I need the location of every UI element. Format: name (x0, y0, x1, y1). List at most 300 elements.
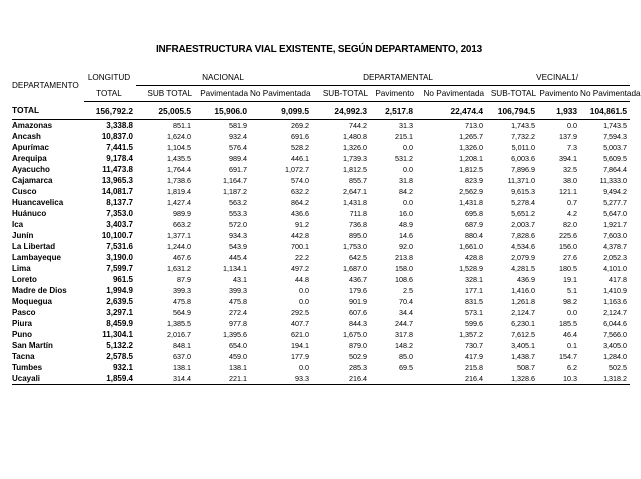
table-cell: 417.9 (465, 352, 484, 361)
table-cell: 2,124.7 (603, 308, 628, 317)
table-cell: 221.1 (194, 373, 250, 385)
table-cell: 43.1 (233, 275, 247, 284)
header-dep-subtotal: SUB-TOTAL (312, 86, 370, 102)
longitud-total-cell: 2,578.5 (106, 352, 133, 361)
header-nac-no-pavimentada: No Pavimentada (250, 86, 312, 102)
table-cell: 744.2 (349, 121, 368, 130)
table-cell: 1,528.9 (459, 264, 484, 273)
table-cell: 69.5 (399, 363, 414, 372)
table-cell: 475.8 (229, 297, 247, 306)
table-cell: 901.9 (349, 297, 368, 306)
table-cell: 446.1 (291, 154, 310, 163)
table-cell: 108.6 (395, 275, 414, 284)
table-cell: 7,594.3 (603, 132, 628, 141)
table-cell: 1,134.1 (223, 264, 247, 273)
table-cell: 502.5 (609, 363, 628, 372)
total-cell: 22,474.4 (416, 102, 486, 120)
table-cell: 317.8 (395, 330, 414, 339)
table-cell: 844.3 (349, 319, 368, 328)
table-cell: 121.1 (559, 187, 578, 196)
table-cell: 179.6 (349, 286, 368, 295)
department-name: Puno (12, 330, 32, 339)
table-cell: 573.1 (465, 308, 484, 317)
table-row (12, 274, 630, 285)
table-cell: 1,326.0 (343, 143, 368, 152)
department-name: Huancavelica (12, 198, 64, 207)
table-cell: 138.1 (173, 363, 191, 372)
table-cell: 44.8 (295, 275, 310, 284)
table-cell: 5,277.7 (603, 198, 628, 207)
table-cell: 10.3 (538, 373, 580, 385)
table-cell: 180.5 (559, 264, 578, 273)
table-cell: 154.7 (559, 352, 578, 361)
table-cell: 244.7 (395, 319, 414, 328)
table-cell: 5,647.0 (603, 209, 628, 218)
total-cell: 106,794.5 (486, 102, 538, 120)
table-cell: 7,566.0 (603, 330, 628, 339)
longitud-total-cell: 11,304.1 (102, 330, 133, 339)
table-cell: 137.9 (559, 132, 578, 141)
table-cell: 0.0 (567, 308, 578, 317)
table-row (12, 142, 630, 153)
longitud-total-cell: 7,531.6 (106, 242, 133, 251)
table-cell: 399.3 (229, 286, 247, 295)
table-cell: 0.0 (403, 198, 414, 207)
table-cell: 70.4 (399, 297, 414, 306)
table-cell: 314.4 (136, 373, 194, 385)
table-cell: 632.2 (291, 187, 310, 196)
longitud-total-cell: 8,137.7 (106, 198, 133, 207)
longitud-total-cell: 932.1 (112, 363, 133, 372)
table-cell: 428.8 (465, 253, 484, 262)
table-row (12, 285, 630, 296)
table-cell: 1,687.0 (343, 264, 368, 273)
table-cell: 572.0 (229, 220, 247, 229)
table-cell: 1,265.7 (459, 132, 484, 141)
longitud-total-cell: 3,190.0 (106, 253, 133, 262)
table-cell: 1,261.8 (511, 297, 536, 306)
table-cell: 5,609.5 (603, 154, 628, 163)
longitud-total-cell: 2,639.5 (106, 297, 133, 306)
table-cell: 2.5 (403, 286, 414, 295)
table-cell: 92.0 (399, 242, 414, 251)
total-label: TOTAL (12, 102, 84, 120)
table-cell: 2,003.7 (511, 220, 536, 229)
table-cell: 553.3 (229, 209, 247, 218)
table-cell: 2,016.7 (167, 330, 191, 339)
table-cell: 1,072.7 (285, 165, 310, 174)
table-cell: 32.5 (563, 165, 578, 174)
table-row (12, 296, 630, 307)
table-cell: 138.1 (229, 363, 247, 372)
table-cell: 730.7 (465, 341, 484, 350)
table-cell: 528.2 (291, 143, 310, 152)
table-cell: 459.0 (229, 352, 247, 361)
table-cell: 7,603.0 (603, 231, 628, 240)
table-cell: 442.8 (291, 231, 310, 240)
table-cell: 7.3 (567, 143, 578, 152)
total-cell: 156,792.2 (84, 102, 136, 120)
table-cell: 848.1 (173, 341, 191, 350)
department-name: Junín (12, 231, 34, 240)
longitud-total-cell: 8,459.9 (106, 319, 133, 328)
table-cell: 1,812.5 (459, 165, 484, 174)
department-name: Ica (12, 220, 24, 229)
table-cell: 407.7 (291, 319, 310, 328)
table-cell: 417.8 (609, 275, 628, 284)
table-cell: 48.9 (399, 220, 414, 229)
department-name: Loreto (12, 275, 37, 284)
table-cell: 4,534.6 (511, 242, 536, 251)
longitud-total-cell: 14,081.7 (101, 187, 133, 196)
table-cell: 7,896.9 (511, 165, 536, 174)
table-cell: 22.2 (295, 253, 310, 262)
table-cell: 9,615.3 (511, 187, 536, 196)
table-row (12, 362, 630, 373)
header-vec-no-pavimentada: No Pavimentada (580, 86, 630, 102)
table-cell: 213.8 (395, 253, 414, 262)
table-title: INFRAESTRUCTURA VIAL EXISTENTE, SEGÚN DEPARTAMENTO, 2013 (155, 44, 483, 55)
table-cell: 663.2 (173, 220, 191, 229)
header-nac-pavimentada: Pavimentada (194, 86, 250, 102)
table-cell: 642.5 (349, 253, 368, 262)
table-cell: 1,743.5 (603, 121, 628, 130)
table-cell: 6.2 (567, 363, 578, 372)
department-name: Lambayeque (12, 253, 61, 262)
department-name: Lima (12, 264, 31, 273)
table-cell: 6,003.6 (511, 154, 536, 163)
table-cell: 158.0 (395, 264, 414, 273)
header-nacional: NACIONAL (136, 70, 312, 86)
table-row (12, 340, 630, 351)
table-row (12, 175, 630, 186)
table-cell: 1,624.0 (167, 132, 191, 141)
table-cell: 1,416.0 (511, 286, 536, 295)
table-cell: 216.4 (312, 373, 370, 385)
longitud-total-cell: 7,599.7 (106, 264, 133, 273)
table-cell: 895.0 (349, 231, 368, 240)
table-cell: 0.7 (567, 198, 578, 207)
table-cell: 16.0 (399, 209, 414, 218)
table-cell: 497.2 (291, 264, 310, 273)
table-cell: 85.0 (399, 352, 414, 361)
table-cell: 1,385.5 (167, 319, 191, 328)
table-cell: 989.9 (173, 209, 191, 218)
table-cell: 216.4 (416, 373, 486, 385)
table-cell: 1,480.8 (343, 132, 368, 141)
table-cell: 4,281.5 (511, 264, 536, 273)
table-cell: 1,377.1 (167, 231, 191, 240)
department-name: Huánuco (12, 209, 47, 218)
table-cell: 823.9 (465, 176, 484, 185)
table-cell: 1,427.4 (167, 198, 191, 207)
table-cell: 1,764.4 (167, 165, 191, 174)
table-row (12, 153, 630, 164)
table-cell: 272.4 (229, 308, 247, 317)
table-cell: 91.2 (295, 220, 310, 229)
table-row (12, 373, 630, 385)
total-cell: 1,933 (538, 102, 580, 120)
table-cell: 148.2 (395, 341, 414, 350)
table-cell: 475.8 (173, 297, 191, 306)
table-cell: 7,864.4 (603, 165, 628, 174)
department-name: Tumbes (12, 363, 43, 372)
table-cell: 1,357.2 (459, 330, 484, 339)
table-cell: 2,052.3 (603, 253, 628, 262)
header-total: TOTAL (84, 86, 136, 102)
table-cell: 1,104.5 (167, 143, 191, 152)
table-cell: 328.1 (465, 275, 484, 284)
table-cell: 82.0 (563, 220, 578, 229)
table-cell: 4,378.7 (603, 242, 628, 251)
longitud-total-cell: 10,837.0 (101, 132, 133, 141)
header-vec-subtotal: SUB-TOTAL (486, 86, 538, 102)
table-cell: 5,278.4 (511, 198, 536, 207)
department-name: La Libertad (12, 242, 56, 251)
table-cell: 711.8 (349, 209, 368, 218)
total-cell: 104,861.5 (580, 102, 630, 120)
table-cell: 0.0 (567, 121, 578, 130)
table-cell: 467.6 (173, 253, 191, 262)
longitud-total-cell: 1,859.4 (84, 373, 136, 385)
table-cell: 855.7 (349, 176, 368, 185)
table-cell: 1,812.5 (343, 165, 368, 174)
longitud-total-cell: 3,297.1 (106, 308, 133, 317)
department-name: Cusco (12, 187, 37, 196)
table-cell: 436.9 (517, 275, 536, 284)
total-cell: 25,005.5 (136, 102, 194, 120)
table-cell: 2,647.1 (343, 187, 368, 196)
table-cell: 1,738.6 (167, 176, 191, 185)
table-cell: 5.1 (567, 286, 578, 295)
table-cell: 269.2 (291, 121, 310, 130)
longitud-total-cell: 13,965.3 (101, 176, 133, 185)
table-row (12, 208, 630, 219)
department-name: Madre de Dios (12, 286, 67, 295)
table-cell: 531.2 (395, 154, 414, 163)
table-row (12, 197, 630, 208)
table-cell: 977.8 (229, 319, 247, 328)
table-cell: 3,405.1 (511, 341, 536, 350)
table-row (12, 318, 630, 329)
longitud-total-cell: 7,441.5 (106, 143, 133, 152)
table-cell: 19.1 (563, 275, 578, 284)
table-cell: 2,562.9 (459, 187, 484, 196)
table-cell: 436.6 (291, 209, 310, 218)
table-cell: 713.0 (465, 121, 484, 130)
table-cell: 691.7 (229, 165, 247, 174)
table-cell: 215.1 (395, 132, 414, 141)
table-cell: 185.5 (559, 319, 578, 328)
table-cell: 11,333.0 (599, 176, 628, 185)
table-cell: 34.4 (399, 308, 414, 317)
department-name: Cajamarca (12, 176, 53, 185)
header-vec-pavimento: Pavimento (538, 86, 580, 102)
table-cell: 1,328.6 (486, 373, 538, 385)
table-row (12, 241, 630, 252)
header-dep-pavimento: Pavimento (370, 86, 416, 102)
table-cell: 736.8 (349, 220, 368, 229)
table-cell: 1,661.0 (459, 242, 484, 251)
table-cell: 1,631.2 (167, 264, 191, 273)
table-cell: 31.8 (399, 176, 414, 185)
table-cell: 879.0 (349, 341, 368, 350)
table-cell: 0.0 (299, 297, 310, 306)
department-name: Moquegua (12, 297, 52, 306)
table-cell: 31.3 (399, 121, 414, 130)
table-cell: 599.6 (465, 319, 484, 328)
table-cell: 574.0 (291, 176, 310, 185)
header-dep-no-pavimentada: No Pavimentada (416, 86, 486, 102)
table-row (12, 219, 630, 230)
table-cell: 1,739.3 (343, 154, 368, 163)
table-cell: 0.0 (403, 143, 414, 152)
header-nac-subtotal: SUB TOTAL (136, 86, 194, 102)
table-cell: 1,208.1 (459, 154, 484, 163)
table-cell: 1,244.0 (167, 242, 191, 251)
table-cell: 637.0 (173, 352, 191, 361)
table-row (12, 307, 630, 318)
table-cell: 576.4 (229, 143, 247, 152)
table-cell: 564.9 (173, 308, 191, 317)
table-cell: 695.8 (465, 209, 484, 218)
table-cell: 581.9 (229, 121, 247, 130)
department-name: Amazonas (12, 121, 53, 130)
table-cell: 7,732.2 (511, 132, 536, 141)
table-cell: 7,612.5 (511, 330, 536, 339)
table-cell: 1,326.0 (459, 143, 484, 152)
table-cell: 177.1 (465, 286, 484, 295)
total-row (12, 102, 630, 120)
table-cell: 225.6 (559, 231, 578, 240)
table-cell: 156.0 (559, 242, 578, 251)
table-cell: 621.0 (291, 330, 310, 339)
table-cell: 0.0 (299, 363, 310, 372)
table-cell: 508.7 (517, 363, 536, 372)
table-cell: 932.4 (229, 132, 247, 141)
table-cell: 27.6 (563, 253, 578, 262)
longitud-total-cell: 961.5 (112, 275, 133, 284)
table-cell: 1,187.2 (223, 187, 247, 196)
table-cell: 0.0 (403, 165, 414, 174)
longitud-total-cell: 5,132.2 (106, 341, 133, 350)
table-cell: 84.2 (399, 187, 414, 196)
total-cell: 24,992.3 (312, 102, 370, 120)
table-cell: 880.4 (465, 231, 484, 240)
table-cell: 502.9 (349, 352, 368, 361)
department-name: Ancash (12, 132, 41, 141)
table-cell: 436.7 (349, 275, 368, 284)
table-cell: 1,395.6 (223, 330, 247, 339)
table-cell: 6,044.6 (603, 319, 628, 328)
table-row (12, 120, 630, 132)
table-cell: 864.2 (291, 198, 310, 207)
table-cell: 989.4 (229, 154, 247, 163)
longitud-total-cell: 3,403.7 (106, 220, 133, 229)
table-cell: 399.3 (173, 286, 191, 295)
table-cell: 934.3 (229, 231, 247, 240)
table-cell: 1,438.7 (511, 352, 536, 361)
longitud-total-cell: 10,100.7 (101, 231, 133, 240)
table-cell: 1,318.2 (580, 373, 630, 385)
table-cell: 285.3 (349, 363, 368, 372)
table-cell: 7,828.6 (511, 231, 536, 240)
department-name: Tacna (12, 352, 35, 361)
header-vecinal: VECINAL1/ (486, 70, 630, 86)
table-cell: 1,819.4 (167, 187, 191, 196)
department-name: Piura (12, 319, 33, 328)
table-row (12, 131, 630, 142)
table-cell: 445.4 (229, 253, 247, 262)
table-cell: 654.0 (229, 341, 247, 350)
table-cell: 1,753.0 (343, 242, 368, 251)
table-cell: 6,230.1 (511, 319, 536, 328)
department-name: Ucayali (12, 373, 84, 385)
table-cell: 831.5 (465, 297, 484, 306)
department-name: Arequipa (12, 154, 47, 163)
table-cell: 87.9 (177, 275, 191, 284)
table-cell: 46.4 (563, 330, 578, 339)
table-cell: 5,003.7 (603, 143, 628, 152)
table-cell: 5,651.2 (511, 209, 536, 218)
table-cell: 394.1 (559, 154, 578, 163)
department-name: Pasco (12, 308, 36, 317)
table-cell: 851.1 (173, 121, 191, 130)
table-cell: 1,921.7 (603, 220, 628, 229)
table-cell: 1,431.8 (459, 198, 484, 207)
table-cell: 0.0 (299, 286, 310, 295)
table-cell: 1,410.9 (603, 286, 628, 295)
header-departamental: DEPARTAMENTAL (312, 70, 486, 86)
road-infrastructure-table (12, 70, 641, 385)
table-row (12, 252, 630, 263)
table-cell: 607.6 (349, 308, 368, 317)
table-cell: 691.6 (291, 132, 310, 141)
table-cell: 2,124.7 (511, 308, 536, 317)
table-cell: 14.6 (399, 231, 414, 240)
header-departamento: DEPARTAMENTO (12, 81, 79, 91)
table-cell: 5,011.0 (511, 143, 536, 152)
table-cell: 1,164.7 (223, 176, 247, 185)
table-row (12, 263, 630, 274)
total-cell: 2,517.8 (370, 102, 416, 120)
department-name: Ayacucho (12, 165, 50, 174)
department-name: Apurímac (12, 143, 49, 152)
table-cell: 543.9 (229, 242, 247, 251)
table-cell: 38.0 (563, 176, 578, 185)
table-cell: 1,435.5 (167, 154, 191, 163)
table-cell: 0.1 (567, 341, 578, 350)
longitud-total-cell: 11,473.8 (102, 165, 133, 174)
longitud-total-cell: 3,338.8 (106, 121, 133, 130)
table-cell: 563.2 (229, 198, 247, 207)
table-cell: 4.2 (567, 209, 578, 218)
table-cell: 2,079.9 (511, 253, 536, 262)
department-name: San Martín (12, 341, 53, 350)
table-cell: 11,371.0 (507, 176, 536, 185)
total-cell: 15,906.0 (194, 102, 250, 120)
table-cell (370, 373, 416, 385)
table-cell: 194.1 (291, 341, 310, 350)
table-cell: 1,284.0 (603, 352, 628, 361)
table-cell: 1,431.8 (343, 198, 368, 207)
table-cell: 292.5 (291, 308, 310, 317)
table-cell: 687.9 (465, 220, 484, 229)
table-row (12, 164, 630, 175)
table-cell: 177.9 (291, 352, 310, 361)
longitud-total-cell: 1,994.9 (106, 286, 133, 295)
table-cell: 700.1 (291, 242, 310, 251)
